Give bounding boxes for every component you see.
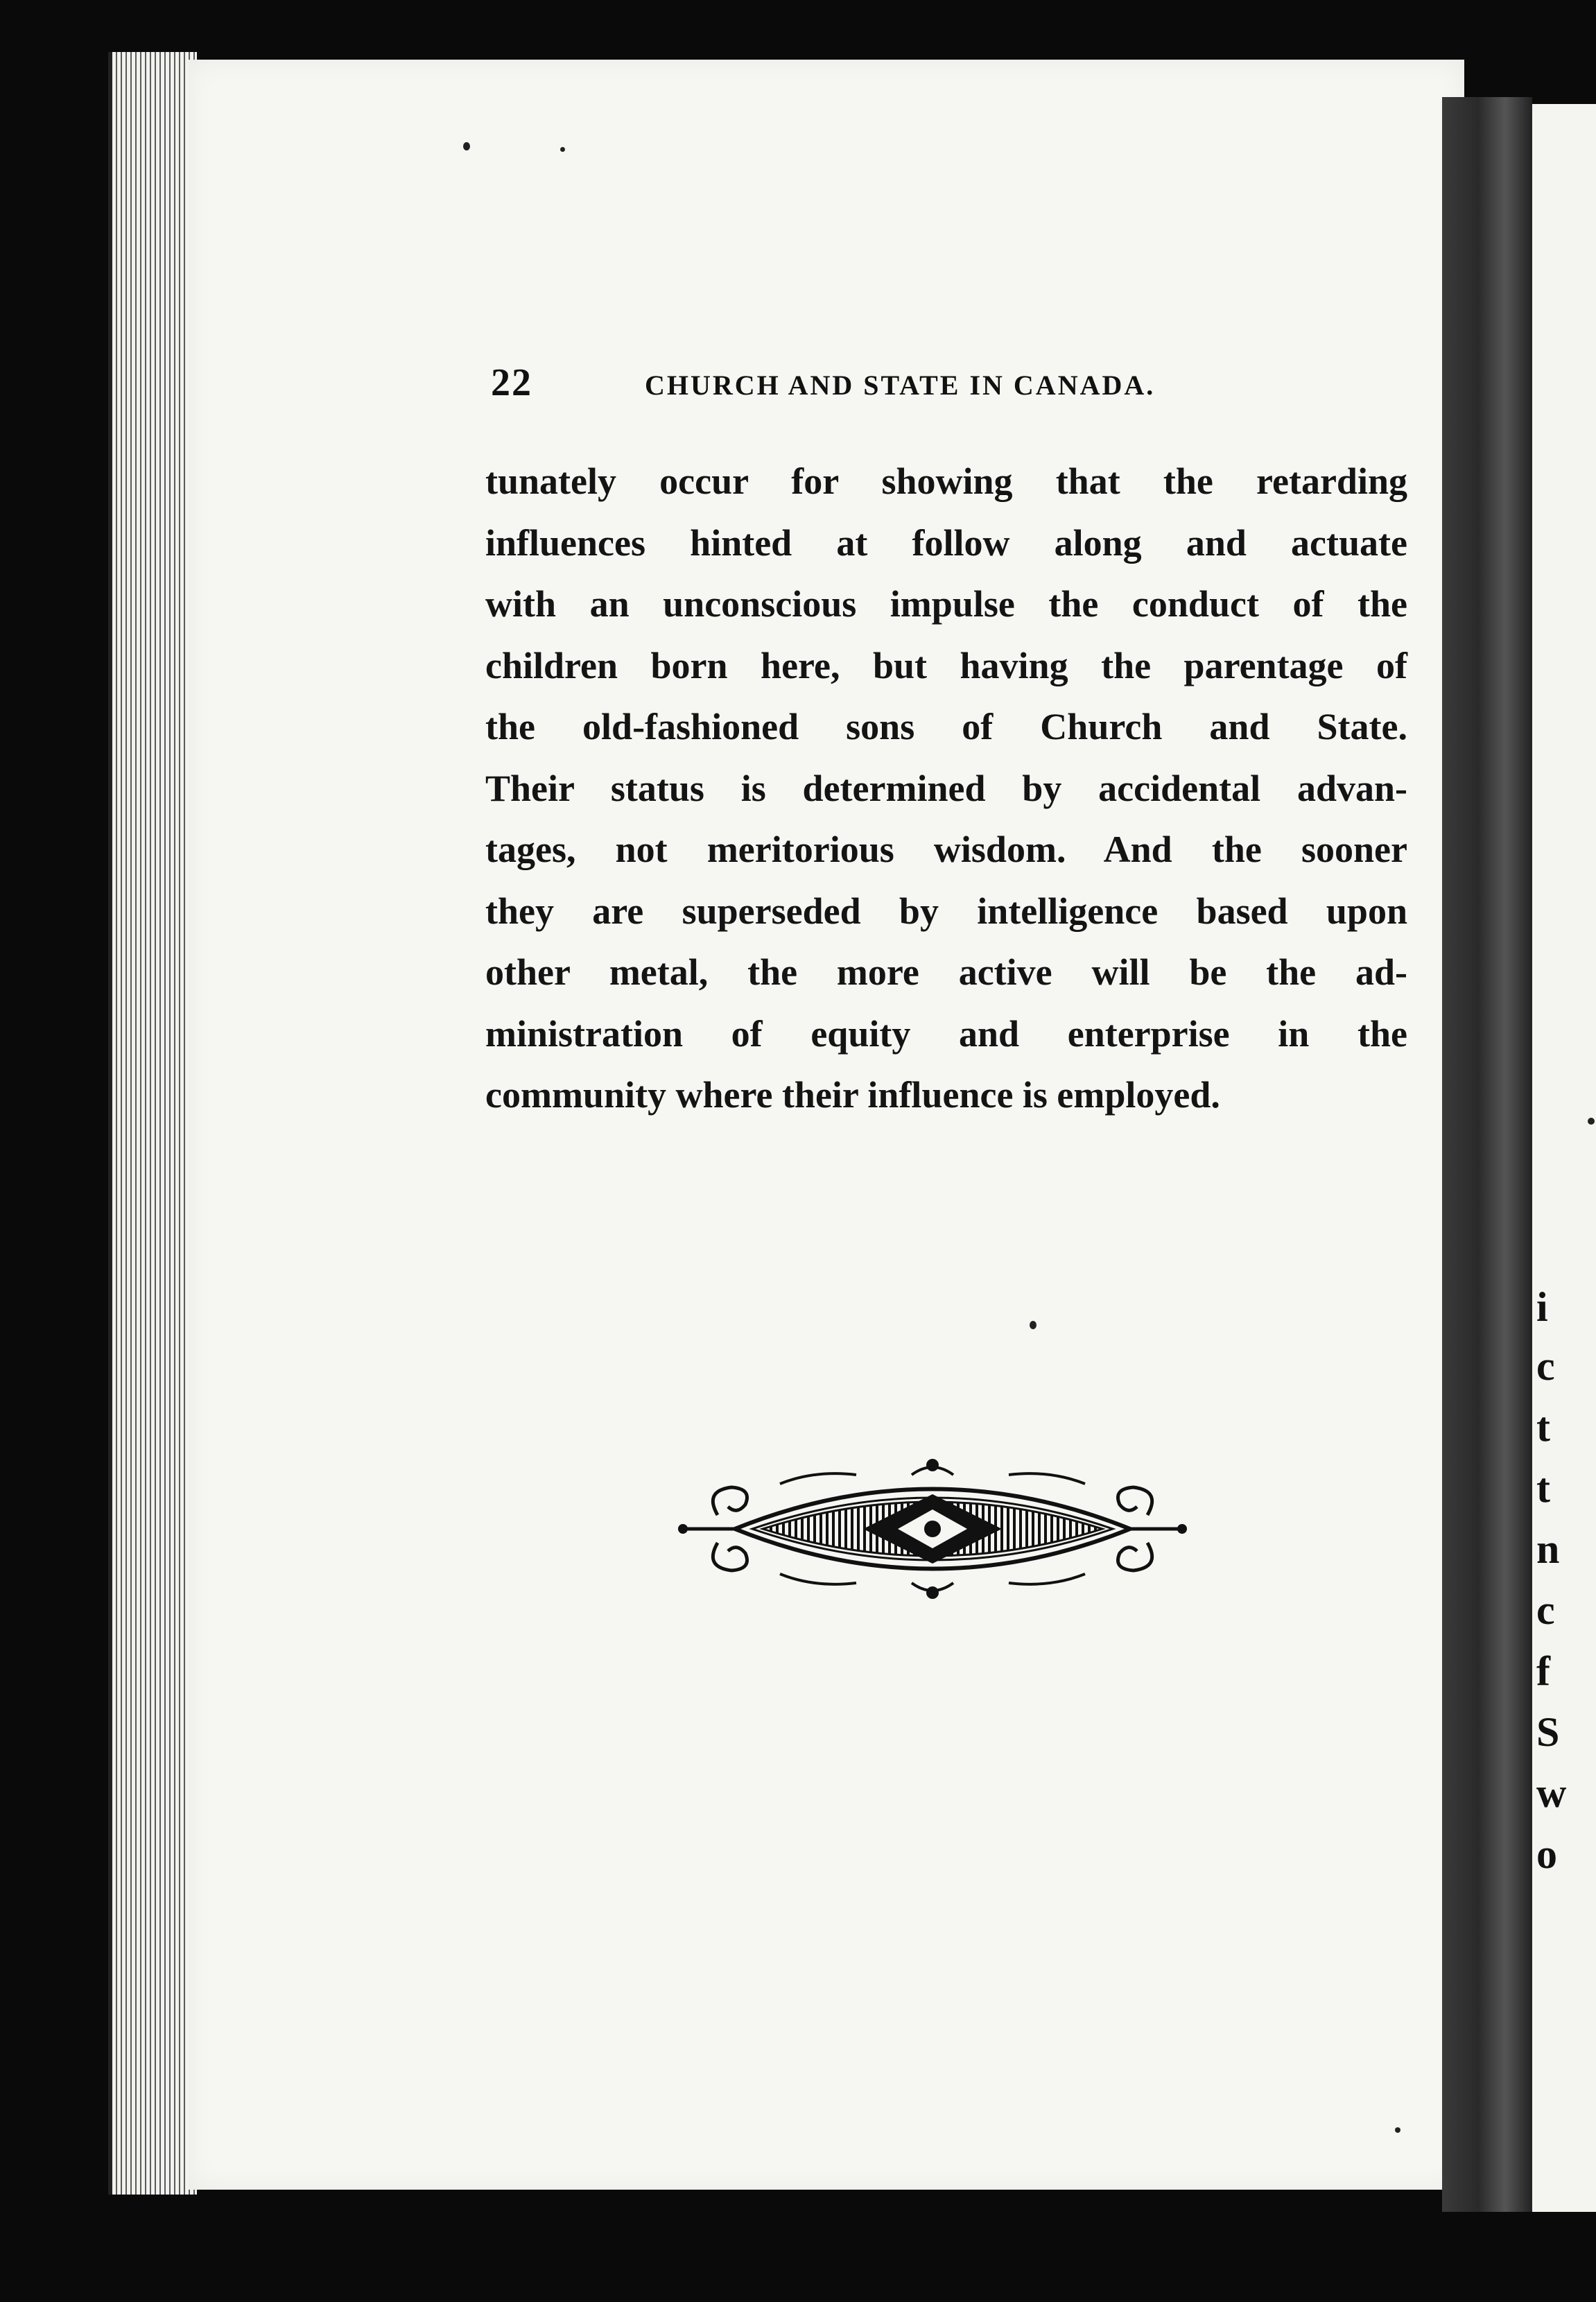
body-paragraph	[485, 451, 1407, 1126]
decorative-tailpiece-icon	[676, 1453, 1189, 1605]
next-page-fragment	[1532, 104, 1596, 2212]
next-page-letter: o	[1536, 1831, 1557, 1877]
stacked-page-edges	[108, 52, 197, 2195]
next-page-letter: i	[1536, 1284, 1548, 1330]
page-header	[491, 361, 1406, 409]
text-line: other metal, the more active will be the ad-	[485, 951, 1407, 993]
next-page-letter: c	[1536, 1343, 1555, 1389]
text-line: Their status is determined by accidental advan-	[485, 767, 1407, 809]
text-line: the old-fashioned sons of Church and State.	[485, 706, 1407, 747]
paper-speck	[1395, 2127, 1400, 2133]
next-page-letter: S	[1536, 1709, 1560, 1755]
text-line: tunately occur for showing that the retarding	[485, 460, 1407, 502]
next-page-letter: t	[1536, 1404, 1550, 1450]
text-line: community where their influence is employed.	[485, 1074, 1220, 1116]
paper-speck	[463, 142, 470, 150]
next-page-letter: n	[1536, 1526, 1560, 1572]
text-line: ministration of equity and enterprise in the	[485, 1012, 1407, 1055]
paper-speck	[1588, 1118, 1595, 1125]
text-line: influences hinted at follow along and actuate	[485, 521, 1407, 564]
next-page-letter: w	[1536, 1770, 1567, 1816]
book-gutter	[1442, 97, 1532, 2212]
running-title: CHURCH AND STATE IN CANADA.	[645, 370, 1156, 401]
next-page-letter: t	[1536, 1465, 1550, 1511]
paper-speck	[560, 147, 565, 152]
next-page-letter: f	[1536, 1648, 1550, 1694]
page-number: 22	[491, 361, 532, 404]
text-line: they are superseded by intelligence based upon	[485, 890, 1407, 932]
text-line: children born here, but having the parentage of	[485, 644, 1407, 686]
paper-speck	[1030, 1321, 1036, 1329]
next-page-letter: c	[1536, 1587, 1555, 1633]
text-line: with an unconscious impulse the conduct of the	[485, 583, 1407, 625]
text-line: tages, not meritorious wisdom. And the sooner	[485, 829, 1407, 870]
